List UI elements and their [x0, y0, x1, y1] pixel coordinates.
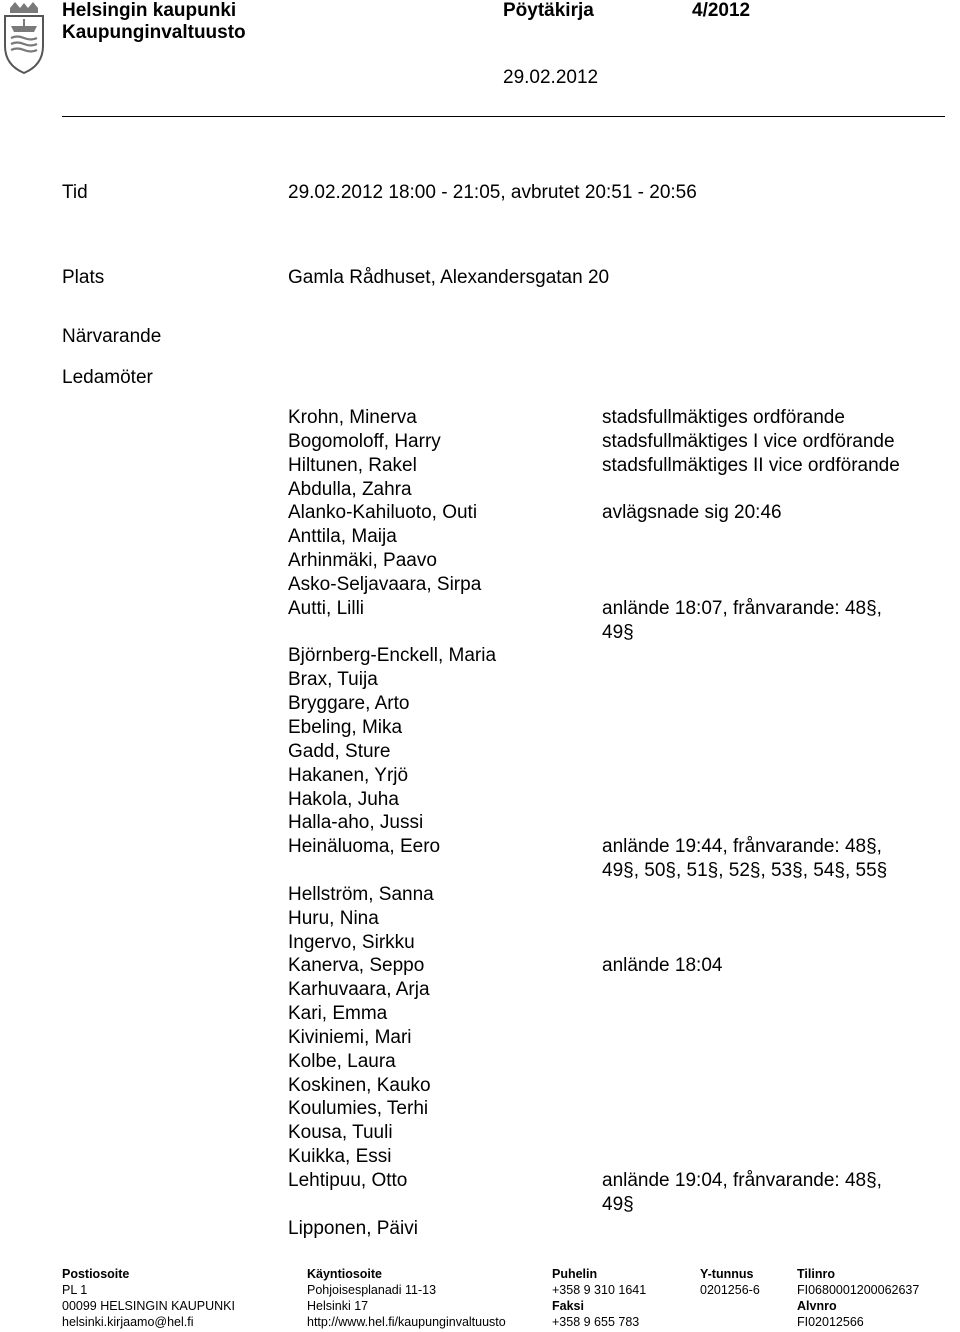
- member-note: [602, 668, 942, 692]
- member-note: [602, 740, 942, 764]
- member-note-line: anlände 19:04, frånvarande: 48§,: [602, 1170, 882, 1191]
- member-row: [288, 788, 948, 812]
- member-note: [602, 549, 942, 573]
- member-note: [602, 573, 942, 597]
- footer-phone-heading: Puhelin: [552, 1267, 598, 1281]
- member-note: [602, 978, 942, 1002]
- header-divider: [62, 116, 945, 117]
- footer-account-heading: Tilinro: [797, 1267, 835, 1281]
- member-note-line: stadsfullmäktiges I vice ordförande: [602, 430, 895, 452]
- member-note: [602, 454, 942, 478]
- member-name: Lipponen, Päivi: [288, 1217, 418, 1239]
- footer-visiting-heading: Käyntiosoite: [307, 1267, 383, 1281]
- member-note: [602, 907, 942, 931]
- member-name: Abdulla, Zahra: [288, 478, 412, 500]
- member-row: [288, 1002, 948, 1026]
- member-row: [288, 907, 948, 931]
- member-row: [288, 1145, 948, 1169]
- footer-business-id-heading: Y-tunnus: [700, 1267, 754, 1281]
- member-note: [602, 1002, 942, 1026]
- time-value: 29.02.2012 18:00 - 21:05, avbrutet 20:51 - 20:56: [288, 182, 697, 203]
- member-row: [288, 954, 948, 978]
- member-note: [602, 883, 942, 907]
- member-row: [288, 430, 948, 454]
- footer-fax-number: +358 9 655 783: [552, 1315, 640, 1329]
- members-list: [288, 406, 948, 1241]
- member-note: [602, 1169, 942, 1217]
- time-label: Tid: [62, 182, 88, 203]
- member-name: Heinäluoma, Eero: [288, 836, 441, 858]
- member-name: Ingervo, Sirkku: [288, 931, 415, 953]
- member-row: [288, 978, 948, 1002]
- member-name: Asko-Seljavaara, Sirpa: [288, 573, 482, 595]
- member-note: [602, 788, 942, 812]
- member-note: [602, 1074, 942, 1098]
- member-name: Halla-aho, Jussi: [288, 812, 424, 834]
- member-note: [602, 1050, 942, 1074]
- member-note: [602, 716, 942, 740]
- member-row: [288, 668, 948, 692]
- document-date: 29.02.2012: [503, 67, 599, 88]
- place-value: Gamla Rådhuset, Alexandersgatan 20: [288, 267, 610, 288]
- member-name: Koskinen, Kauko: [288, 1074, 431, 1096]
- member-note: [602, 1145, 942, 1169]
- member-name: Hellström, Sanna: [288, 883, 434, 905]
- members-label: Ledamöter: [62, 367, 153, 388]
- footer-postal-line: 00099 HELSINGIN KAUPUNKI: [62, 1299, 235, 1313]
- document-type: Pöytäkirja: [503, 0, 594, 21]
- member-name: Björnberg-Enckell, Maria: [288, 645, 497, 667]
- organization-name: Helsingin kaupunki: [62, 0, 237, 21]
- footer-account: [797, 1266, 919, 1330]
- footer-business-id: [700, 1266, 760, 1298]
- member-row: [288, 1169, 948, 1217]
- footer-postal-email: helsinki.kirjaamo@hel.fi: [62, 1315, 194, 1329]
- member-name: Kiviniemi, Mari: [288, 1026, 412, 1048]
- helsinki-coat-of-arms-icon: [2, 2, 46, 74]
- footer-visiting-address: [307, 1266, 506, 1330]
- place-label: Plats: [62, 267, 105, 288]
- member-row: [288, 716, 948, 740]
- member-note: [602, 764, 942, 788]
- member-row: [288, 644, 948, 668]
- member-note-line: stadsfullmäktiges ordförande: [602, 407, 845, 428]
- member-row: [288, 525, 948, 549]
- member-name: Kolbe, Laura: [288, 1050, 396, 1072]
- footer-vat-heading: Alvnro: [797, 1299, 837, 1313]
- member-row: [288, 764, 948, 788]
- member-note: [602, 692, 942, 716]
- footer-visiting-line: Pohjoisesplanadi 11-13: [307, 1283, 437, 1297]
- member-name: Bryggare, Arto: [288, 693, 410, 715]
- footer-phone-number: +358 9 310 1641: [552, 1283, 647, 1297]
- member-note-line: 49§, 50§, 51§, 52§, 53§, 54§, 55§: [602, 860, 888, 882]
- member-row: [288, 454, 948, 478]
- footer-website: http://www.hel.fi/kaupunginvaltuusto: [307, 1315, 506, 1329]
- member-name: Autti, Lilli: [288, 597, 365, 619]
- member-row: [288, 1074, 948, 1098]
- document-number: 4/2012: [692, 0, 751, 21]
- member-note-line: 49§: [602, 621, 634, 643]
- member-name: Hakola, Juha: [288, 788, 399, 810]
- member-name: Krohn, Minerva: [288, 407, 417, 428]
- member-note: [602, 525, 942, 549]
- member-note-line: 49§: [602, 1193, 634, 1215]
- member-name: Ebeling, Mika: [288, 716, 403, 738]
- member-note: [602, 406, 942, 430]
- member-name: Bogomoloff, Harry: [288, 430, 441, 452]
- member-name: Kari, Emma: [288, 1003, 388, 1025]
- member-note: [602, 1026, 942, 1050]
- footer-postal-line: PL 1: [62, 1283, 88, 1297]
- footer-phone: [552, 1266, 646, 1330]
- member-note-line: anlände 18:07, frånvarande: 48§,: [602, 597, 882, 619]
- member-name: Alanko-Kahiluoto, Outi: [288, 502, 478, 524]
- member-name: Brax, Tuija: [288, 669, 378, 691]
- member-name: Kanerva, Seppo: [288, 955, 425, 977]
- member-row: [288, 597, 948, 645]
- member-note: [602, 954, 942, 978]
- member-row: [288, 406, 948, 430]
- member-row: [288, 549, 948, 573]
- member-name: Anttila, Maija: [288, 526, 397, 548]
- member-note: [602, 430, 942, 454]
- member-name: Huru, Nina: [288, 907, 379, 929]
- member-note: [602, 501, 942, 525]
- member-row: [288, 501, 948, 525]
- member-name: Gadd, Sture: [288, 740, 391, 762]
- member-row: [288, 1026, 948, 1050]
- member-row: [288, 573, 948, 597]
- member-name: Lehtipuu, Otto: [288, 1170, 408, 1191]
- member-name: Koulumies, Terhi: [288, 1098, 429, 1120]
- footer-business-id-value: 0201256-6: [700, 1283, 760, 1297]
- present-label: Närvarande: [62, 326, 162, 347]
- footer-postal-heading: Postiosoite: [62, 1267, 130, 1281]
- member-row: [288, 1097, 948, 1121]
- footer-postal-address: [62, 1266, 235, 1330]
- member-note-line: avlägsnade sig 20:46: [602, 502, 782, 524]
- member-note: [602, 931, 942, 955]
- member-row: [288, 740, 948, 764]
- member-note: [602, 1097, 942, 1121]
- member-row: [288, 1217, 948, 1241]
- member-name: Hakanen, Yrjö: [288, 764, 409, 786]
- member-note: [602, 1217, 942, 1241]
- member-name: Karhuvaara, Arja: [288, 979, 430, 1001]
- unit-name: Kaupunginvaltuusto: [62, 22, 246, 43]
- footer-fax-heading: Faksi: [552, 1299, 584, 1313]
- member-row: [288, 1050, 948, 1074]
- member-row: [288, 811, 948, 835]
- member-name: Hiltunen, Rakel: [288, 454, 417, 476]
- member-note: [602, 478, 942, 502]
- member-note: [602, 644, 942, 668]
- footer-visiting-line: Helsinki 17: [307, 1299, 369, 1313]
- member-row: [288, 931, 948, 955]
- member-row: [288, 478, 948, 502]
- member-row: [288, 883, 948, 907]
- member-row: [288, 1121, 948, 1145]
- footer-vat-value: FI02012566: [797, 1315, 864, 1329]
- footer-account-value: FI0680001200062637: [797, 1283, 920, 1297]
- member-name: Kuikka, Essi: [288, 1146, 392, 1168]
- member-note: [602, 597, 942, 645]
- member-name: Arhinmäki, Paavo: [288, 550, 437, 572]
- member-row: [288, 835, 948, 883]
- member-note-line: anlände 19:44, frånvarande: 48§,: [602, 836, 882, 858]
- member-note-line: stadsfullmäktiges II vice ordförande: [602, 454, 900, 476]
- member-note: [602, 835, 942, 883]
- member-row: [288, 692, 948, 716]
- member-note: [602, 1121, 942, 1145]
- member-note-line: anlände 18:04: [602, 955, 723, 977]
- member-note: [602, 811, 942, 835]
- member-name: Kousa, Tuuli: [288, 1122, 393, 1144]
